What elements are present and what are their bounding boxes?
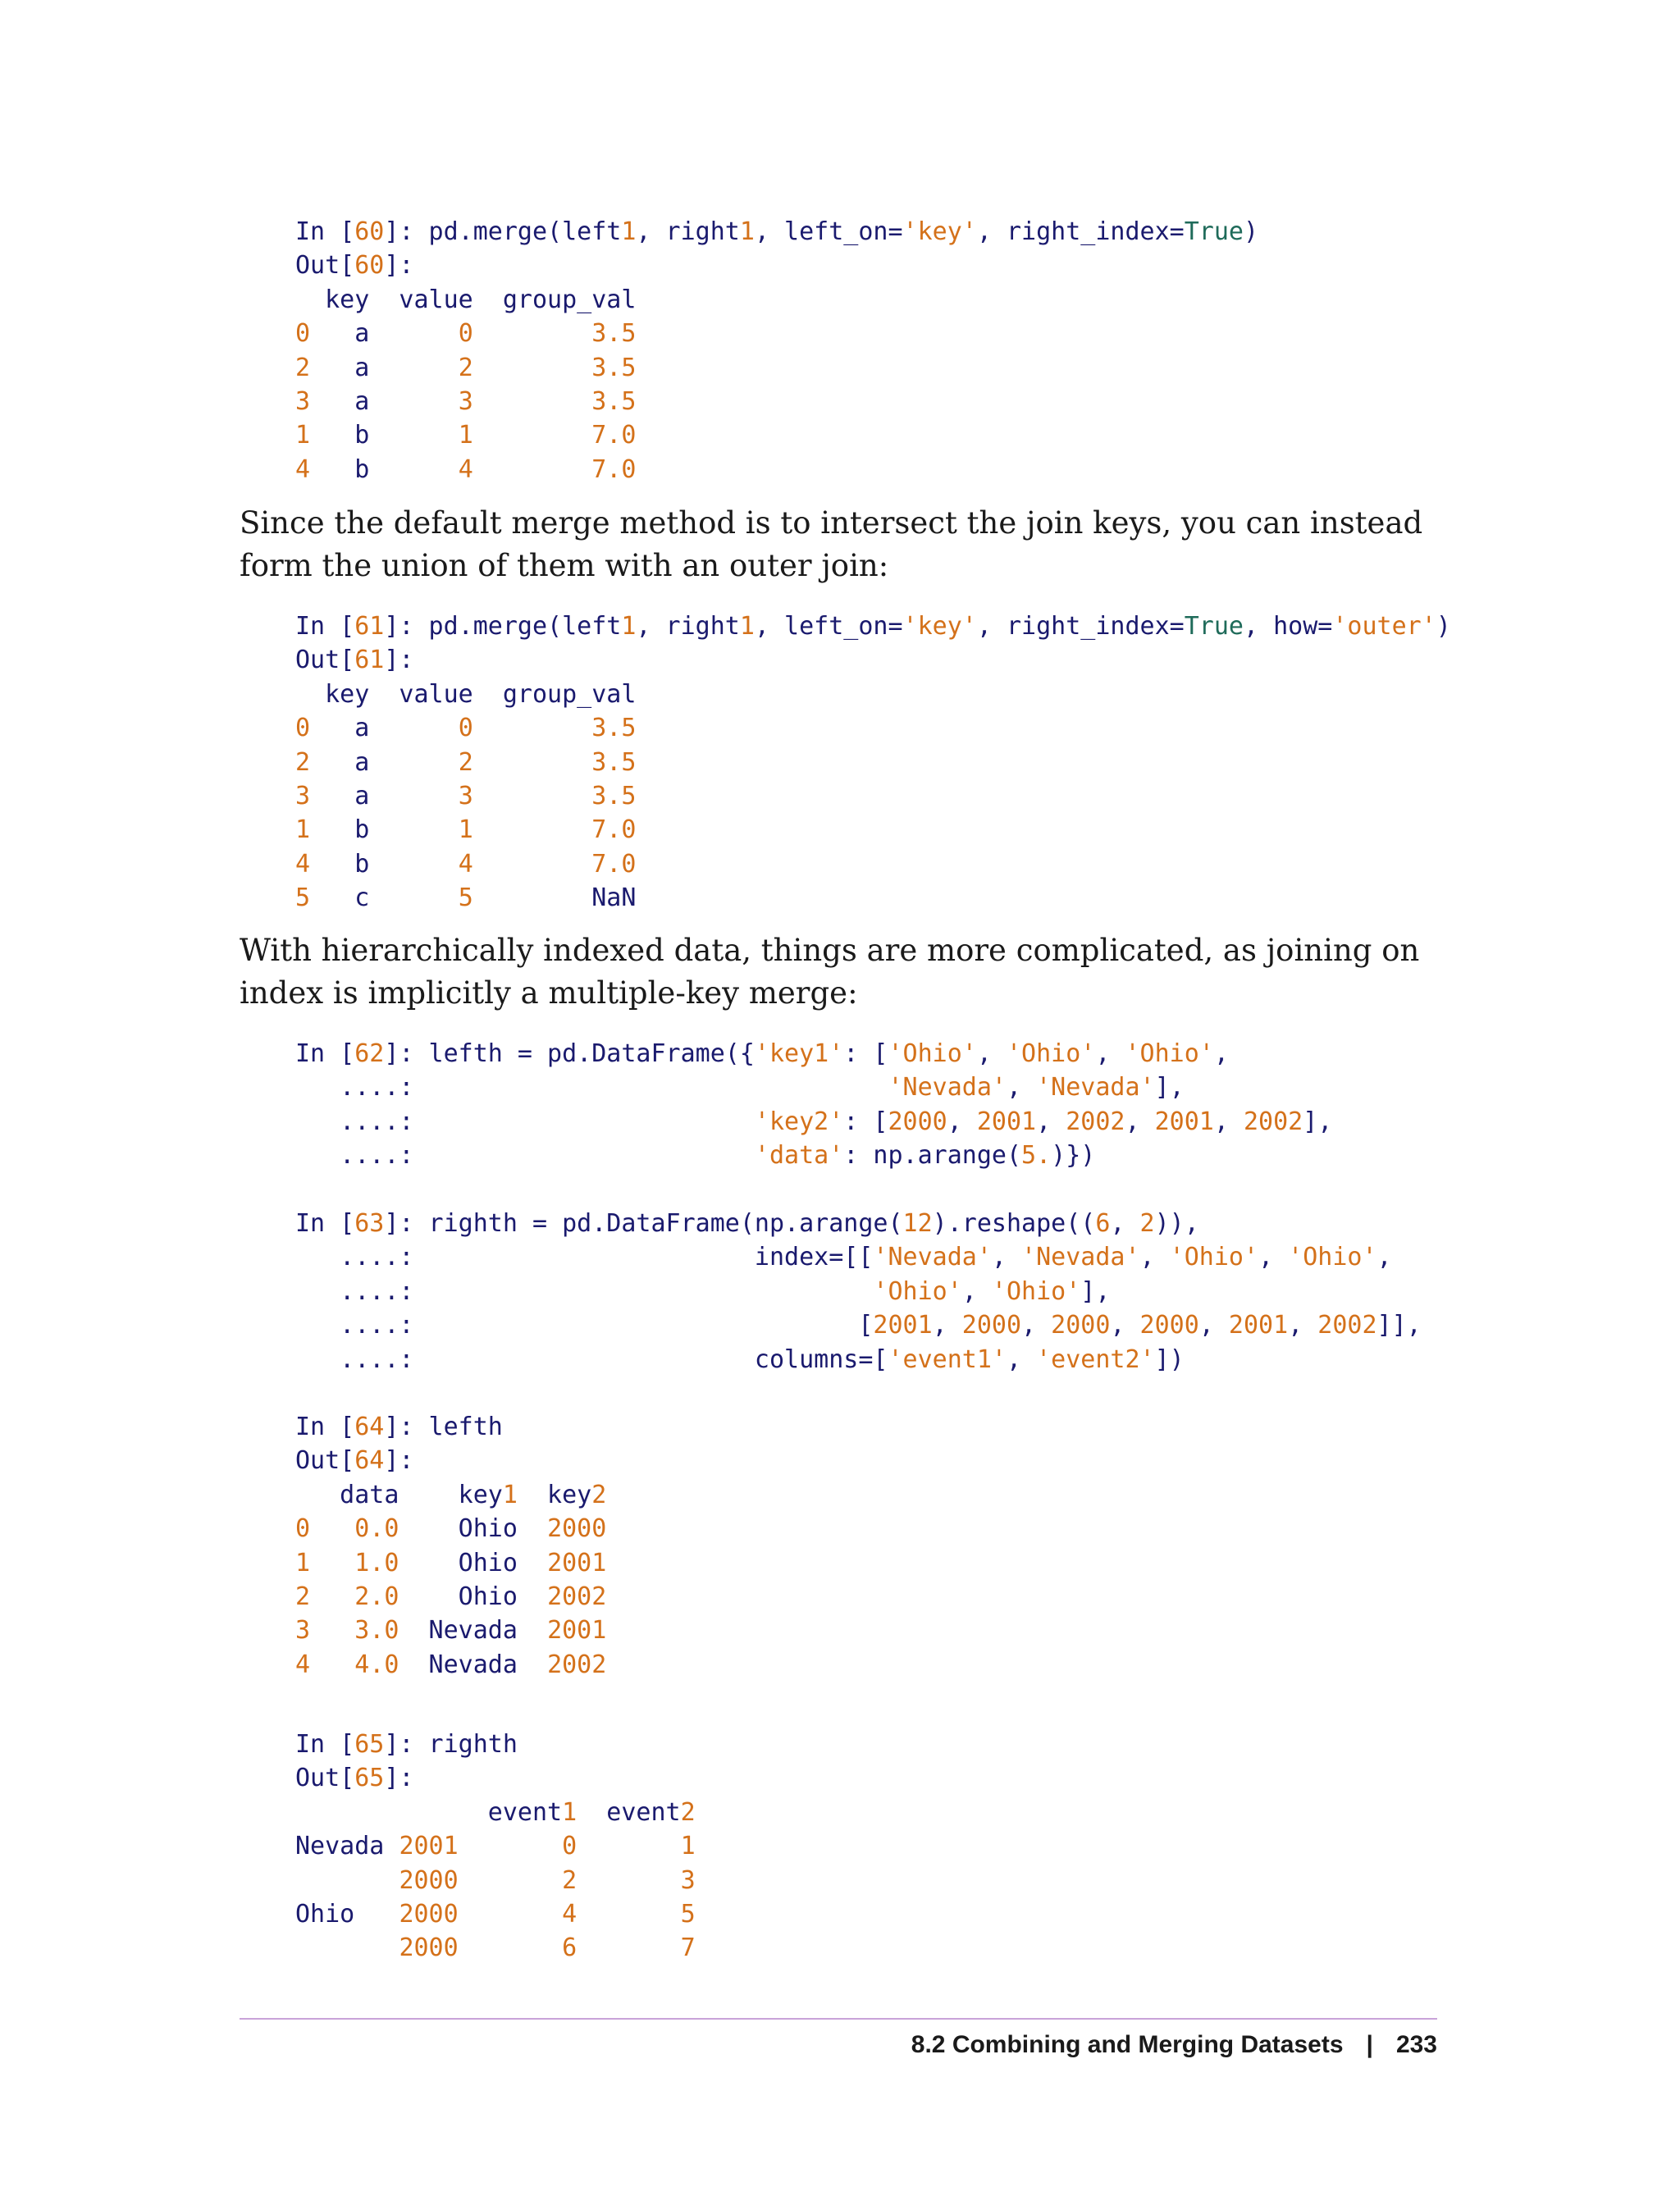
footer-separator: | <box>1366 2031 1373 2058</box>
code-block-in-64: In [64]: lefth Out[64]: data key1 key2 0 0.0 Ohio 2000 1 1.0 Ohio 2001 2 2.0 Ohio 2002 3 3.0 Nevada 2001 4 4.0 Nevada 2002 <box>295 1413 607 1679</box>
page-footer <box>911 2031 1437 2059</box>
paragraph-hierarchical-index: With hierarchically indexed data, things are more complicated, as joining on index is implicitly a multiple-key merge: <box>240 933 1420 1011</box>
footer-rule <box>240 2018 1437 2020</box>
code-block-in-60: In [60]: pd.merge(left1, right1, left_on='key', right_index=True) Out[60]: key value group_val 0 a 0 3.5 2 a 2 3.5 3 a 3 3.5 1 b 1 7.0 4 b 4 7.0 <box>295 217 1259 484</box>
code-block-in-61: In [61]: pd.merge(left1, right1, left_on='key', right_index=True, how='outer') Out[61]: key value group_val 0 a 0 3.5 2 a 2 3.5 3 a 3 3.5 1 b 1 7.0 4 b 4 7.0 5 c 5 NaN <box>295 612 1451 913</box>
code-block-in-63: In [63]: righth = pd.DataFrame(np.arange(12).reshape((6, 2)), ....: index=[['Nevada', 'Nevada', 'Ohio', 'Ohio', ....: 'Ohio', 'Ohio'], ....: [2001, 2000, 2000, 2000, 2001, 2002]], ....: columns=['event1', 'event2']) <box>295 1209 1422 1374</box>
code-block-in-62: In [62]: lefth = pd.DataFrame({'key1': ['Ohio', 'Ohio', 'Ohio', ....: 'Nevada', 'Nevada'], ....: 'key2': [2000, 2001, 2002, 2001, 2002], ....: 'data': np.arange(5.)}) <box>295 1039 1333 1171</box>
footer-page-number: 233 <box>1395 2031 1437 2058</box>
code-block-in-65: In [65]: righth Out[65]: event1 event2 Nevada 2001 0 1 2000 2 3 Ohio 2000 4 5 2000 6 7 <box>295 1730 696 1963</box>
paragraph-outer-join: Since the default merge method is to intersect the join keys, you can instead form the union of them with an outer join: <box>240 505 1423 583</box>
footer-section-title: 8.2 Combining and Merging Datasets <box>911 2031 1344 2058</box>
